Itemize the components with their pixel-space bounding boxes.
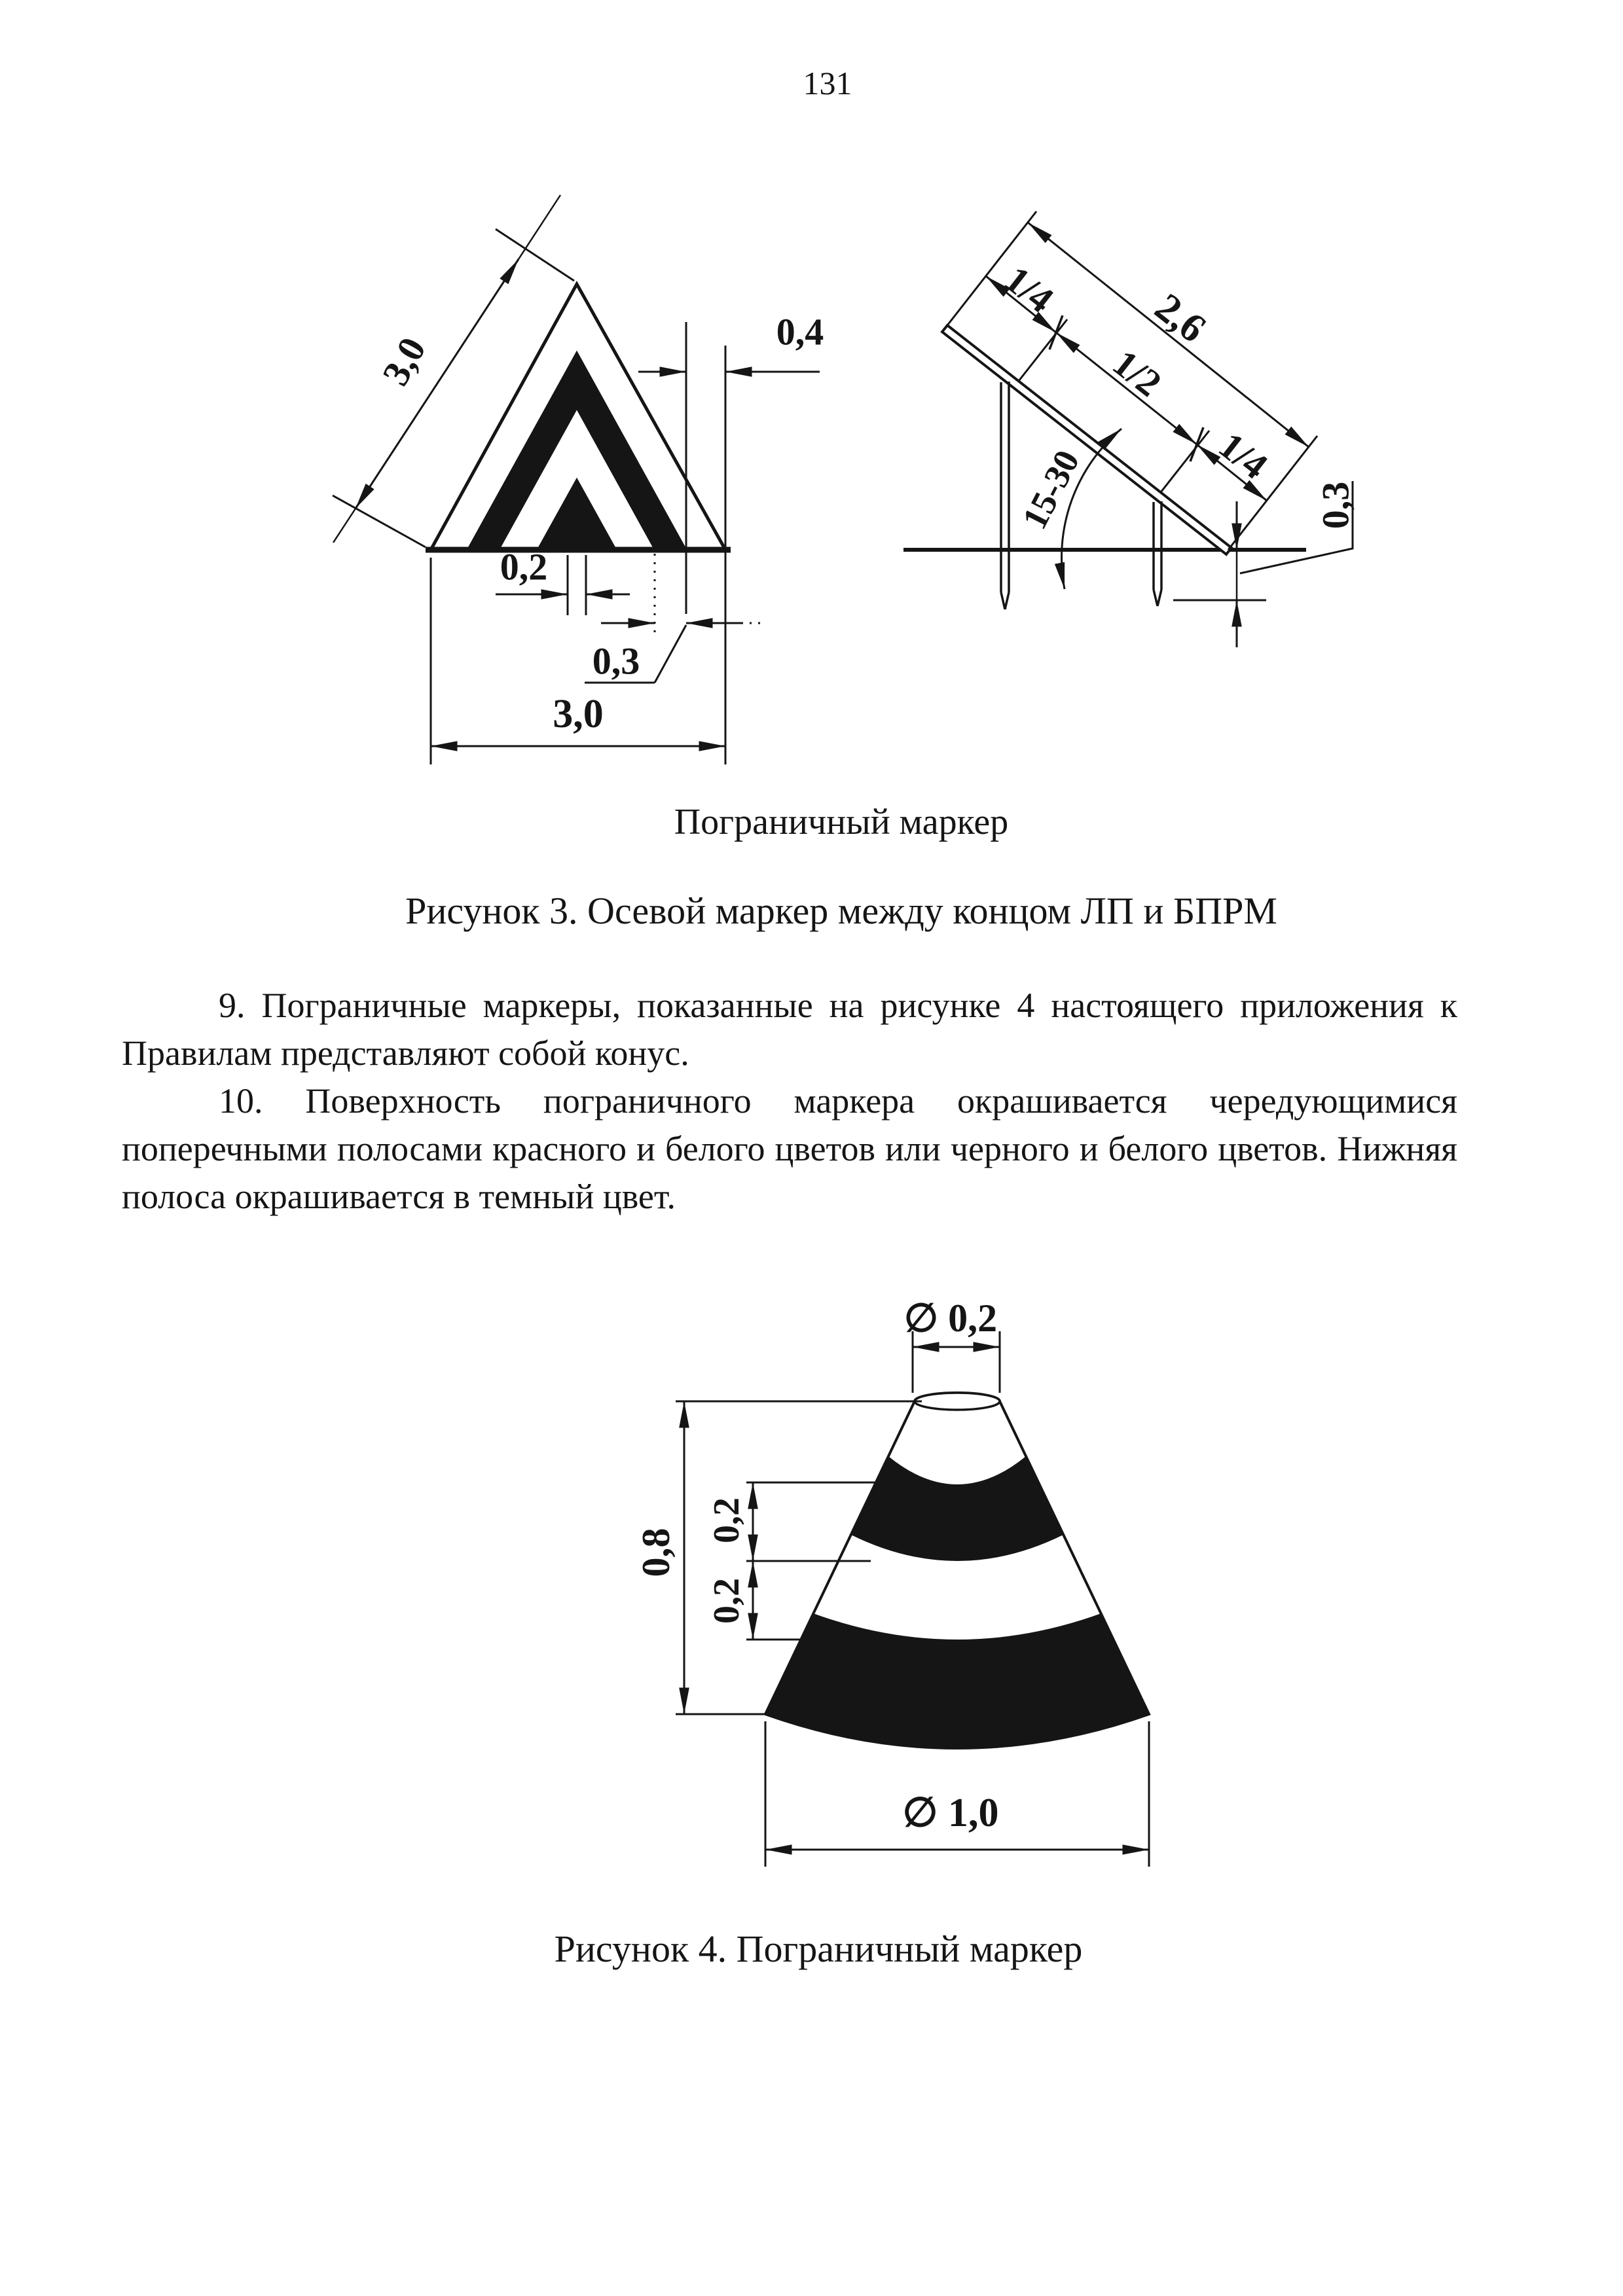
dim-label-quarter-top: 1/4 [996, 257, 1062, 321]
dim-label-height: 0,8 [634, 1528, 678, 1577]
dim-label-slant-side: 3,0 [374, 330, 434, 393]
figure3-subcaption: Пограничный маркер [674, 802, 1009, 842]
dimension-overshoot [519, 195, 560, 259]
dimension-overshoot [333, 509, 356, 543]
dim-label-angle: 15-30 [1014, 444, 1087, 535]
tick-mark [1049, 315, 1063, 350]
dim-label-top-diameter: ∅ 0,2 [903, 1297, 998, 1340]
cone-top-opening [915, 1393, 1000, 1410]
support-stake-short [1154, 501, 1161, 606]
support-stake-tall [1001, 382, 1009, 609]
dim-label-depth: 0,3 [1314, 481, 1357, 529]
tick-mark [1190, 427, 1203, 461]
figure3-caption: Рисунок 3. Осевой маркер между концом ЛП и БПРМ [405, 889, 1277, 932]
dimension-line-slant [356, 259, 519, 509]
figure4-caption: Рисунок 4. Пограничный маркер [554, 1928, 1083, 1970]
body-text [122, 982, 1457, 1221]
marker-front-view [333, 195, 824, 764]
marker-side-view [903, 211, 1357, 647]
paragraph-10: 10. Поверхность пограничного маркера окрашивается чередующимися поперечными полосами красного и белого цветов или черного и белого цветов. Нижняя полоса окрашивается в темный цвет. [122, 1081, 1457, 1216]
extension-line [1161, 431, 1209, 492]
paragraph-9: 9. Пограничные маркеры, показанные на рисунке 4 настоящего приложения к Правилам представляют собой конус. [122, 986, 1457, 1073]
page-number: 131 [803, 65, 852, 101]
leader-line [655, 625, 686, 683]
dim-label-total-length: 2,6 [1146, 285, 1214, 351]
marker-board [942, 325, 1231, 554]
dim-label-quarter-bottom: 1/4 [1211, 423, 1276, 488]
dim-label-base: 3,0 [553, 692, 604, 736]
extension-line [496, 229, 574, 281]
dim-label-band-upper: 0,2 [706, 1498, 747, 1543]
extension-line [1019, 319, 1067, 381]
angle-arc [1062, 429, 1122, 589]
dim-label-half: 1/2 [1104, 341, 1170, 405]
dim-label-band: 0,3 [592, 639, 640, 683]
figure3-drawing [301, 183, 1381, 772]
figure4-drawing [629, 1293, 1205, 1875]
dim-label-white-margin: 0,4 [776, 310, 824, 353]
dim-label-base-diameter: ∅ 1,0 [902, 1791, 999, 1835]
dim-label-band-lower: 0,2 [706, 1578, 747, 1624]
dim-label-stripe: 0,2 [500, 545, 548, 588]
